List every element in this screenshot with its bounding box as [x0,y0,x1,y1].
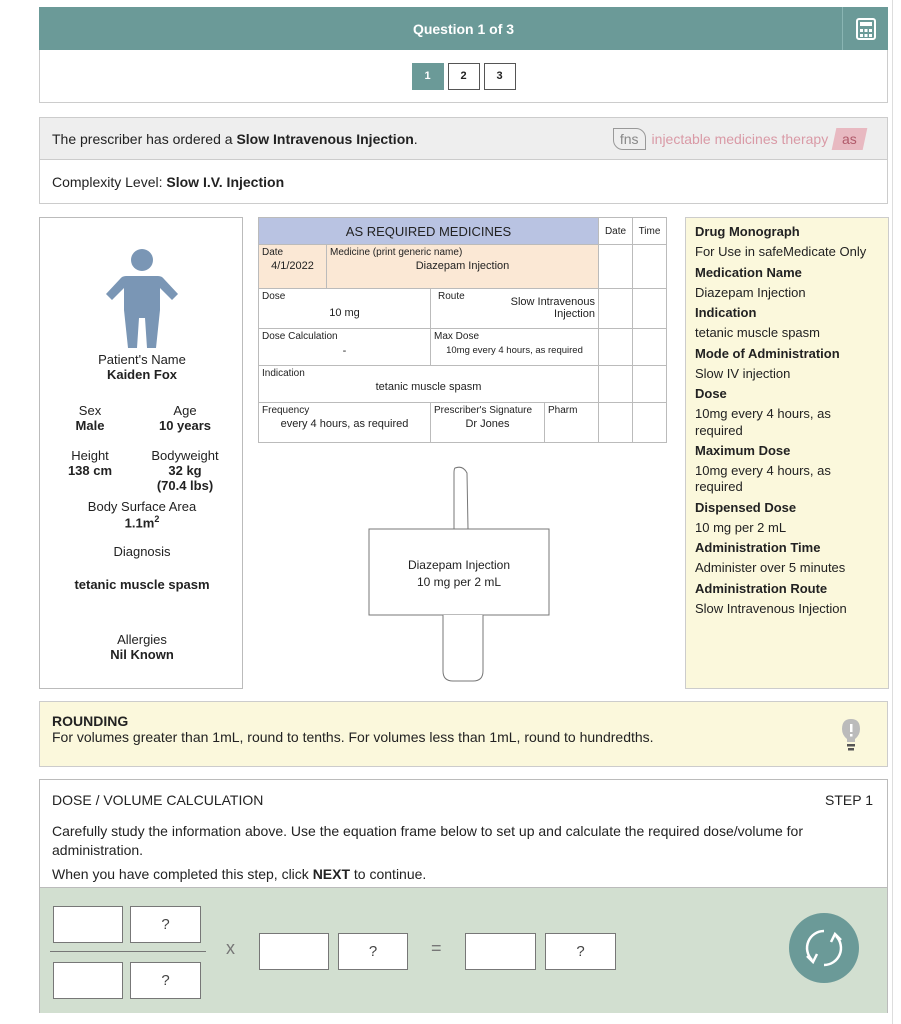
page-button-2[interactable]: 2 [448,63,480,90]
pharm-cell [545,403,599,443]
max-dose-field-value: 10mg every 4 hours, as required [446,345,583,356]
height-block [40,448,140,478]
dose-cell [259,289,431,329]
age-label: Age [173,403,197,418]
monograph-heading: Maximum Dose [695,442,791,458]
monograph-text: 10 mg per 2 mL [695,519,787,535]
bsa-block [40,499,244,530]
person-icon [104,248,180,348]
medication-chart [258,217,667,457]
page-button-1[interactable]: 1 [412,63,444,90]
result-unit-select[interactable]: ? [545,933,616,970]
dose-field-value: 10 mg [329,307,360,319]
fns-mark: fns [613,128,646,150]
date-field-value: 4/1/2022 [271,260,314,272]
order-route: Slow Intravenous Injection [236,130,414,147]
signature-cell [431,403,545,443]
max-dose-cell [431,329,599,366]
chart-table [258,217,667,443]
signature-field-label: Prescriber's Signature [434,405,533,416]
bsa-value: $1.1m^2$ [124,514,160,531]
patient-name-label: Patient's Name [98,352,186,367]
ampoule-label [369,557,549,591]
rounding-text: For volumes greater than 1mL, round to tenths. For volumes less than 1mL, round to hundredths. [52,729,654,745]
date-column-header: Date [599,218,633,245]
fraction-bar [50,951,206,952]
dose-field-label: Dose [262,291,286,302]
dose-calc-field-label: Dose Calculation [262,331,338,342]
monograph-heading: Dispensed Dose [695,499,797,515]
allergies-value: Nil Known [110,647,174,662]
multiplier-unit-select[interactable]: ? [338,933,408,970]
date-cell [259,245,327,289]
monograph-heading: Administration Time [695,540,821,555]
monograph-heading: Mode of Administration [695,345,840,361]
lightbulb-icon [841,718,861,752]
drug-monograph [685,217,889,689]
allergies-label: Allergies [117,632,167,647]
rounding-title: ROUNDING [52,713,129,729]
as-mark: as [832,128,867,150]
denominator-value-input[interactable] [53,962,123,999]
result-value-input[interactable] [465,933,536,970]
monograph-text: Diazepam Injection [695,284,806,300]
numerator-value-input[interactable] [53,906,123,943]
monograph-heading: Indication [695,305,757,320]
calculator-icon [856,18,876,40]
calculation-panel [39,779,888,1013]
monograph-text: Slow IV injection [695,365,791,381]
weight-label: Bodyweight [151,448,219,463]
signature-field-value: Dr Jones [465,418,510,430]
medicine-field-value: Diazepam Injection [415,260,510,272]
medicine-cell [327,245,599,289]
time-column-header: Time [633,218,667,245]
medicine-field-label: Medicine (print generic name) [330,247,463,258]
question-pager [39,50,888,103]
complexity-label: Complexity Level: [52,173,167,190]
age-block [140,403,230,433]
patient-panel [39,217,243,689]
ampoule-drug: Diazepam Injection [407,558,511,572]
hint-suffix: to continue. [350,865,427,882]
indication-field-label: Indication [262,368,305,379]
fns-logo [613,128,865,150]
logo-text: injectable medicines therapy [651,131,829,147]
route-field-label: Route [438,291,465,302]
complexity-value: Slow I.V. Injection [166,173,285,190]
step-label: STEP 1 [825,792,873,808]
hint-next: NEXT [312,865,351,882]
monograph-text: 10mg every 4 hours, as required [695,463,831,495]
monograph-title: Drug Monograph [695,224,800,239]
dose-calc-field-value: - [342,345,347,357]
monograph-text: 10mg every 4 hours, as required [695,406,831,438]
monograph-subtitle: For Use in safeMedicate Only [695,244,867,260]
calculation-instructions [40,780,887,895]
route-cell [431,289,599,329]
height-label: Height [71,448,109,463]
age-value: 10 years [158,418,212,433]
monograph-text: Slow Intravenous Injection [695,600,847,616]
ampoule-strength: 10 mg per 2 mL [416,574,502,589]
order-prefix: The prescriber has ordered a [52,130,237,147]
allergies-block [40,632,244,662]
bsa-label: Body Surface Area [87,499,197,514]
monograph-text: Administer over 5 minutes [695,560,846,576]
frequency-field-value: every 4 hours, as required [280,418,409,430]
diagnosis-value: tetanic muscle spasm [74,577,210,592]
monograph-heading: Dose [695,386,727,401]
order-suffix: . [413,130,418,147]
max-dose-field-label: Max Dose [434,331,480,342]
calculation-text: Carefully study the information above. Use the equation frame below to set up and calculate the required dose/volume for administration. [52,822,803,858]
dose-calc-cell [259,329,431,366]
equals-sign: = [431,938,442,958]
monograph-heading: Medication Name [695,264,802,280]
sex-block [40,403,140,433]
refresh-icon [802,926,846,970]
date-field-label: Date [262,247,284,258]
weight-value: 32 kg [168,463,202,478]
diagnosis-label: Diagnosis [113,544,171,559]
patient-name: Kaiden Fox [106,367,178,382]
calculator-button[interactable] [842,7,888,50]
denominator-unit-select[interactable]: ? [130,962,201,999]
order-banner [39,117,888,160]
diagnosis-block [40,544,244,592]
indication-field-value: tetanic muscle spasm [375,381,482,393]
page-button-3[interactable]: 3 [484,63,516,90]
frequency-field-label: Frequency [262,405,310,416]
pharm-field-label: Pharm [548,405,578,416]
calculation-next-hint [52,865,875,884]
complexity-level [39,160,888,204]
multiplier-value-input[interactable] [259,933,329,970]
question-header [39,7,888,50]
reset-button[interactable] [789,913,859,983]
sex-value: Male [75,418,105,433]
weight-lbs: (70.4 lbs) [156,478,214,493]
route-field-value: Slow Intravenous Injection [510,296,595,320]
sex-label: Sex [78,403,102,418]
patient-name-block [40,352,244,382]
question-title: Question 1 of 3 [412,20,515,37]
weight-block [140,448,230,493]
monograph-heading: Administration Route [695,580,828,596]
rounding-notice [39,701,888,767]
monograph-text: tetanic muscle spasm [695,325,820,341]
height-value: 138 cm [67,463,113,478]
multiply-sign: x [226,938,235,958]
chart-title: AS REQUIRED MEDICINES [259,218,599,245]
calculation-title: DOSE / VOLUME CALCULATION [52,792,264,808]
equation-frame [40,887,887,1013]
hint-prefix: When you have completed this step, click [52,865,313,882]
calculation-heading [52,791,875,810]
frequency-cell [259,403,431,443]
indication-cell [259,366,599,403]
numerator-unit-select[interactable]: ? [130,906,201,943]
